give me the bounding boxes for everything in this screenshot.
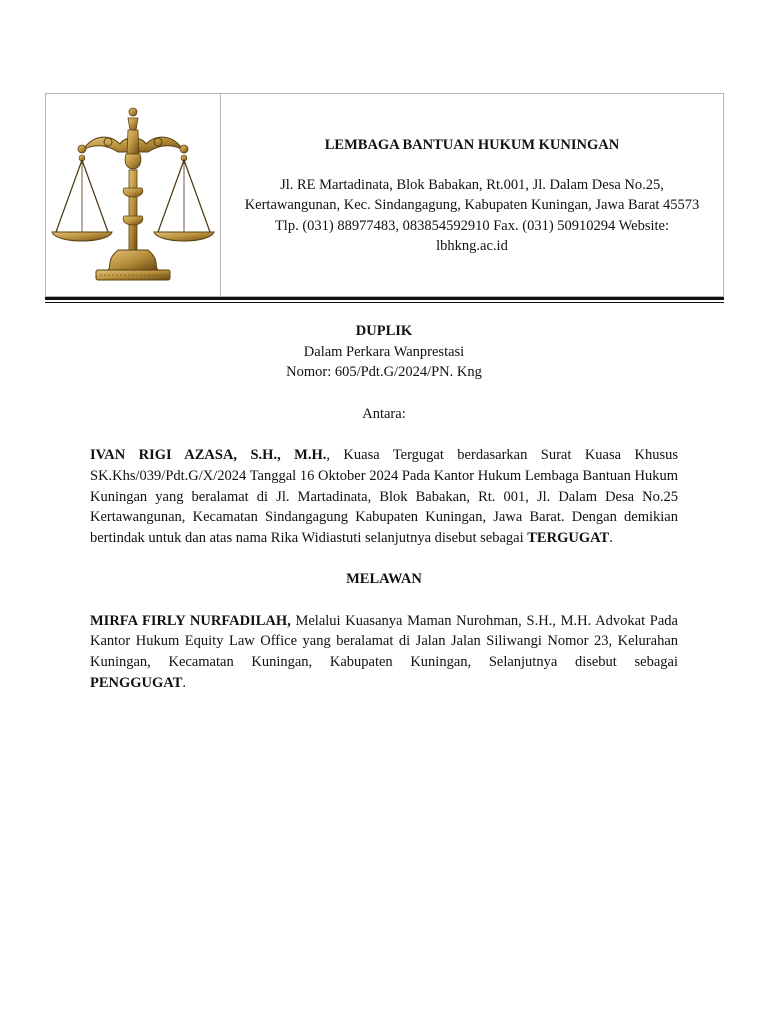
- scales-of-justice-icon: [48, 104, 218, 286]
- case-subtitle: Dalam Perkara Wanprestasi: [303, 343, 465, 360]
- letterhead-info: [221, 94, 723, 296]
- case-number: Nomor: 605/Pdt.G/2024/PN. Kng: [286, 364, 482, 381]
- between-label: Antara:: [362, 405, 406, 422]
- address-line: Jl. RE Martadinata, Blok Babakan, Rt.001, Jl. Dalam Desa No.25,: [280, 176, 664, 193]
- plaintiff-name: MIRFA FIRLY NURFADILAH,: [90, 612, 291, 629]
- contact-line: Tlp. (031) 88977483, 083854592910 Fax. (031) 50910294 Website:: [274, 217, 670, 234]
- address-line: Kertawangunan, Kec. Sindangagung, Kabupaten Kuningan, Jawa Barat 45573: [244, 197, 700, 213]
- plaintiff-role: PENGGUGAT: [90, 674, 183, 691]
- organization-name: LEMBAGA BANTUAN HUKUM KUNINGAN: [324, 137, 620, 153]
- document-title: DUPLIK: [355, 323, 413, 339]
- defendant-role: TERGUGAT: [527, 530, 610, 546]
- defendant-paragraph: IVAN RIGI AZASA, S.H., M.H., Kuasa Tergugat berdasarkan Surat Kuasa Khusus SK.Khs/039/Pdt.G/X/2024 Tanggal 16 Oktober 2024 Pada Kantor Hukum Lembaga Bantuan Hukum Kuningan yang beralamat di Jl. Martadinata, Blok Babakan, Rt. 001, Jl. Dalam Desa No.25 Kertawangunan, Kecamatan Sindangagung Kabupaten Kuningan, Jawa Barat. Dengan demikian bertindak untuk dan atas nama Rika Widiastuti selanjutnya disebut sebagai TERGUGAT.: [90, 447, 678, 546]
- title-block: [90, 321, 678, 383]
- document-body: [90, 321, 678, 694]
- plaintiff-paragraph: MIRFA FIRLY NURFADILAH, Melalui Kuasanya Maman Nurohman, S.H., M.H. Advokat Pada Kantor Hukum Equity Law Office yang beralamat di Jalan Jalan Siliwangi Nomor 23, Kelurahan Kuningan, Kecamatan Kuningan, Kabupaten Kuningan, Selanjutnya disebut sebagai PENGGUGAT.: [90, 612, 678, 691]
- versus-label: MELAWAN: [346, 571, 422, 588]
- defendant-description: , Kuasa Tergugat berdasarkan Surat Kuasa Khusus SK.Khs/039/Pdt.G/X/2024 Tanggal 16 Oktober 2024 Pada Kantor Hukum Lembaga Bantuan Hukum Kuningan yang beralamat di Jl. Martadinata, Blok Babakan, Rt. 001, Jl. Dalam Desa No.25 Kertawangunan, Kecamatan Sindangagung Kabupaten Kuningan, Jawa Barat. Dengan demikian bertindak untuk dan atas nama Rika Widiastuti selanjutnya disebut sebagai: [90, 447, 678, 546]
- letterhead-divider: [45, 297, 724, 303]
- logo-cell: [46, 94, 221, 296]
- letterhead: [45, 93, 724, 297]
- website-line: lbhkng.ac.id: [436, 238, 508, 254]
- plaintiff-description: Melalui Kuasanya Maman Nurohman, S.H., M.H. Advokat Pada Kantor Hukum Equity Law Office yang beralamat di Jalan Jalan Siliwangi Nomor 23, Kelurahan Kuningan, Kecamatan Kuningan, Kabupaten Kuningan, Selanjutnya disebut sebagai: [90, 612, 678, 671]
- defendant-name: IVAN RIGI AZASA, S.H., M.H.: [90, 447, 327, 464]
